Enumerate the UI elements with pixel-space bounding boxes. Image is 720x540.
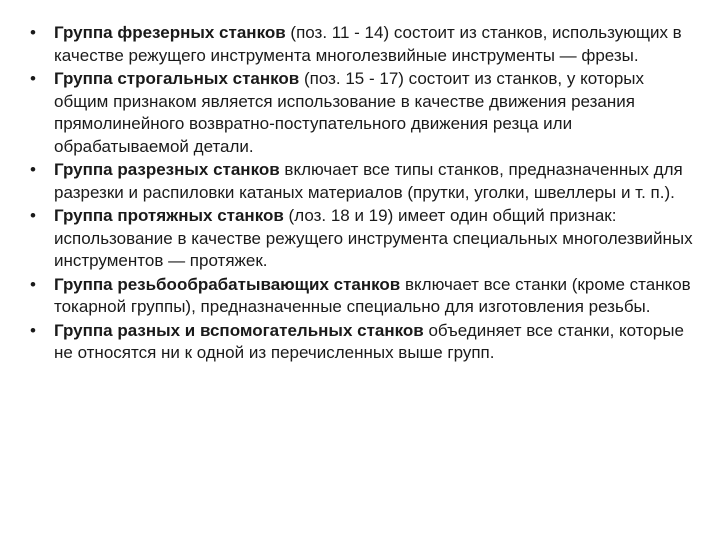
item-term: Группа фрезерных станков — [54, 23, 286, 42]
bullet-icon: • — [30, 274, 36, 294]
bullet-icon: • — [30, 206, 36, 225]
item-text: включает все станки (кроме станков токарной группы), предназначенные специально для изготовления резьбы. — [54, 274, 691, 316]
item-term: Группа разрезных станков — [54, 160, 280, 179]
item-text: включает все типы станков, предназначенных для разрезки и распиловки катаных материалов (прутки, уголки, швеллеры и т. п.). — [54, 160, 683, 202]
list-item — [30, 159, 698, 204]
bullet-icon: • — [30, 320, 36, 340]
bullet-icon: • — [30, 69, 36, 88]
item-term: Группа разных и вспомогательных станков — [54, 320, 424, 340]
item-text: (поз. 11 - 14) состоит из станков, использующих в качестве режущего инструмента многолезвийные инструменты — фрезы. — [54, 23, 682, 65]
bullet-icon: • — [30, 23, 36, 42]
item-text: (лоз. 18 и 19) имеет один общий признак: использование в качестве режущего инструмента специальных многолезвийных инструментов — протяжек. — [54, 206, 693, 270]
item-text: (поз. 15 - 17) состоит из станков, у которых общим признаком является использование в качестве движения резания прямолинейного возвратно-поступательного движения резца или обрабатываемой детали. — [54, 69, 645, 156]
bullet-icon: • — [30, 160, 36, 179]
bullet-list — [30, 22, 698, 366]
list-item — [30, 68, 698, 158]
list-item — [30, 320, 698, 365]
list-item — [30, 205, 698, 273]
list-item — [30, 22, 698, 67]
item-term: Группа строгальных станков — [54, 69, 300, 88]
item-term: Группа протяжных станков — [54, 206, 284, 225]
item-term: Группа резьбообрабатывающих станков — [54, 274, 401, 294]
item-text: объединяет все станки, которые не относятся ни к одной из перечисленных выше групп. — [54, 320, 684, 362]
list-item — [30, 274, 698, 319]
